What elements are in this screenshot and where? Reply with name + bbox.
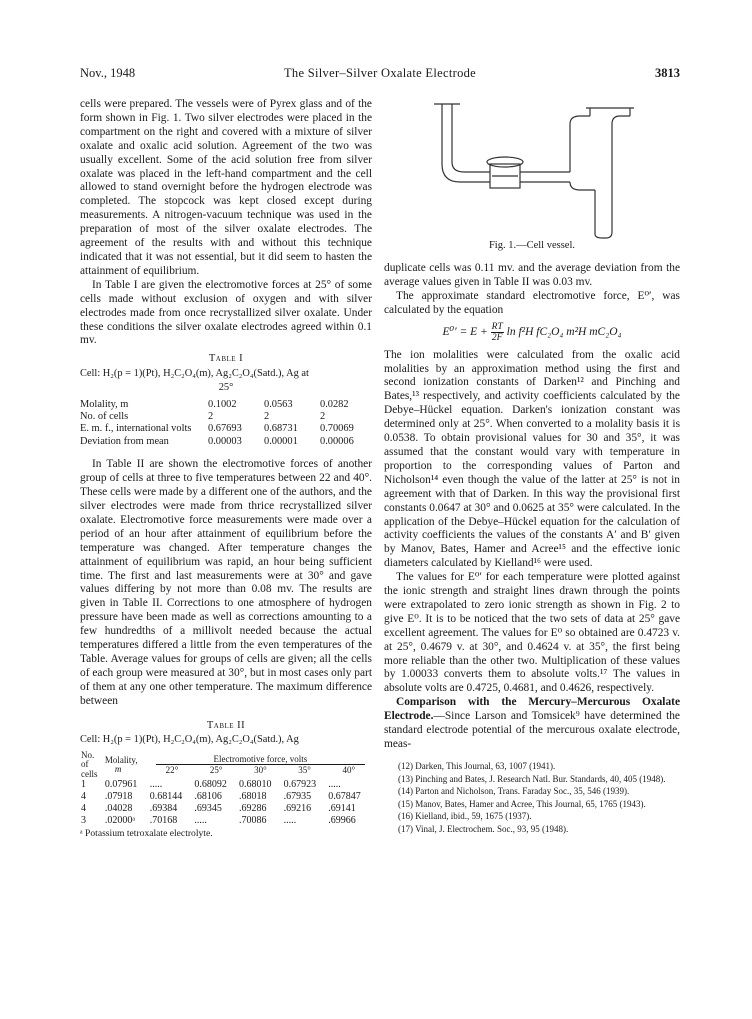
header-m-text: m: [114, 764, 122, 775]
table-row: [80, 436, 372, 448]
header-t30: 30°: [254, 765, 267, 776]
reference-item: (16) Kielland, ibid., 59, 1675 (1937).: [398, 811, 532, 822]
row-label: E. m. f., international volts: [80, 423, 192, 435]
header-cells-text: cells: [81, 768, 98, 779]
table-cell: .69345: [194, 803, 222, 815]
table-cell: .02000ᵃ: [104, 815, 136, 827]
table-cell: 2: [208, 411, 214, 423]
table-1-temperature: 25°: [218, 381, 234, 393]
table-cell: 3: [81, 815, 86, 827]
table-cell: 0.68144: [149, 791, 183, 803]
right-arm-left: [570, 116, 590, 172]
header-date: Nov., 1948: [80, 66, 136, 80]
header-t22: 22°: [165, 765, 179, 776]
right-column: [384, 262, 680, 835]
table-cell: 0.67693: [208, 423, 242, 435]
table-2-footnote: ᵃ Potassium tetroxalate electrolyte.: [80, 828, 213, 840]
table-cell: .04028: [104, 803, 133, 815]
header-t40: 40°: [342, 765, 356, 776]
equation-denominator: 2F: [491, 332, 503, 343]
table-cell: 0.0282: [320, 398, 349, 410]
table-cell: 0.0563: [264, 398, 293, 410]
table-cell: .....: [328, 779, 341, 791]
reference-item: (12) Darken, This Journal, 63, 1007 (1941).: [398, 760, 556, 771]
table-cell: .07918: [104, 791, 133, 803]
reference-item: (15) Manov, Bates, Hamer and Acree, This Journal, 65, 1765 (1943).: [398, 798, 646, 809]
table-cell: .69286: [239, 803, 267, 815]
header-t25: 25°: [209, 765, 223, 776]
table-cell: 0.1002: [208, 398, 237, 410]
equation-lhs: E⁰′ = E +: [442, 325, 488, 338]
table-1-cell: Cell: H₂(p = 1)(Pt), H₂C₂O₄(m), Ag₂C₂O₄(Satd.), Ag at: [80, 368, 309, 380]
table-row: [80, 815, 372, 827]
paragraph: The values for E⁰′ for each temperature were plotted against the ionic strength and straight lines drawn through the points were extrapolated to zero ionic strength as shown in Fig. 2 to give E⁰. It is to be noticed that the two sets of data at 25° gave excellent agreement. The values for E⁰ so obtained are 0.4723 v. at 25°, 0.4679 v. at 30°, and 0.4624 v. at 35°, the first being more reliable than the other two. Multiplication of these values by 1.00033 converts them to absolute volts.¹⁷ The values in absolute volts are 0.4725, 0.4681, and 0.4626, respectively.: [384, 571, 680, 695]
section-heading: Comparison with the Mercury–Mercurous Oxalate Electrode.: [384, 696, 680, 723]
table-row: [80, 779, 372, 791]
table-cell: 0.67847: [328, 791, 361, 803]
paragraph: The ion molalities were calculated from the oxalic acid molalities by an approximation method using the first and second ionization constants of Darken¹² and Pinching and Bates,¹³ respectively, and activity coefficients calculated by the Debye–Hückel equation. Darken's ionization constant was determined only at 25°. When converted to a molality basis it is 0.0538. To obtain provisional values for 30 and 35°, it was assumed that the constant would vary with temperature in proportion to the corresponding values of Parton and Nicholson¹⁴ even though the value of the latter at 25° is not in agreement with that of Darken. In this way the provisional first constants 0.0647 at 30° and 0.0625 at 35° were calculated. In the application of the Debye–Hückel equation for the calculation of activity coefficients the values of the constants A′ and B′ given by Manov, Bates, Hamer and Acree¹⁵ and the effective ionic diameters calculated by Kielland¹⁶ were used.: [384, 348, 680, 570]
page-number: 3813: [655, 66, 680, 80]
row-label: No. of cells: [80, 411, 129, 423]
table-cell: 0.68010: [239, 779, 272, 791]
left-tube: [442, 104, 490, 182]
table-row: [80, 791, 372, 803]
table-cell: 0.07961: [104, 779, 138, 791]
header-no: [80, 751, 104, 780]
table-cell: 0.00006: [320, 435, 354, 447]
cell-vessel-figure: [420, 94, 650, 240]
header-no-text: No.: [81, 749, 95, 760]
equation: [384, 322, 680, 343]
section-text: —Since Larson and Tomsicek⁹ have determined the standard electrode potential of the mercurous oxalate electrode, meas-: [384, 710, 680, 750]
stopcock-top: [487, 157, 523, 167]
table-cell: .68018: [239, 791, 267, 803]
table-cell: 2: [320, 411, 326, 423]
table-cell: .....: [194, 815, 207, 827]
table-cell: .69966: [328, 815, 356, 827]
table-cell: 4: [81, 791, 86, 803]
left-column: [80, 98, 372, 841]
page-header: [80, 66, 680, 82]
paragraph: The approximate standard electromotive force, E⁰′, was calculated by the equation: [384, 289, 680, 316]
equation-numerator: RT: [491, 321, 503, 332]
table-row: [80, 803, 372, 815]
paragraph: In Table I are given the electromotive forces at 25° of some cells made without exclusion of oxygen and with silver electrodes made from once recrystallized silver oxalate. Under these conditions the silver oxalate electrodes agreed within 0.1 mv.: [80, 278, 372, 347]
table-cell: .70168: [149, 815, 178, 827]
running-title: The Silver–Silver Oxalate Electrode: [283, 66, 477, 80]
paragraph: duplicate cells was 0.11 mv. and the average deviation from the average values given in Table II was 0.03 mv.: [384, 262, 680, 288]
reference-item: (14) Parton and Nicholson, Trans. Faraday Soc., 35, 546 (1939).: [398, 786, 630, 797]
table-cell: 0.70069: [320, 423, 354, 435]
table-2: [80, 751, 372, 828]
header-molality: [104, 751, 149, 780]
table-cell: .69216: [283, 803, 312, 815]
table-cell: .69384: [149, 803, 178, 815]
table-cell: 2: [264, 411, 270, 423]
figure-caption: Fig. 1.—Cell vessel.: [488, 240, 576, 251]
section-paragraph: [384, 696, 680, 752]
table-cell: 4: [81, 803, 86, 815]
table-row: [80, 423, 372, 435]
right-bottom: [570, 182, 595, 190]
table-cell: .67935: [283, 791, 312, 803]
table-cell: 0.68092: [194, 779, 227, 791]
header-t35: 35°: [298, 765, 311, 776]
table-cell: .68106: [194, 791, 222, 803]
table-cell: 0.00001: [264, 435, 298, 447]
header-of-text: of: [81, 759, 89, 770]
table-2-title: Table II: [206, 719, 246, 731]
table-cell: .....: [283, 815, 297, 827]
table-cell: 0.68731: [264, 423, 298, 435]
table-1-title: Table I: [208, 353, 244, 365]
table-cell: .69141: [328, 803, 356, 815]
table-cell: 0.67923: [283, 779, 317, 791]
right-top: [586, 108, 634, 116]
equation-rhs: ln f²H fC₂O₄ m²H mC₂O₄: [506, 325, 622, 338]
left-tube-inner: [452, 104, 490, 172]
row-label: Deviation from mean: [80, 435, 169, 447]
header-emf: [149, 751, 372, 780]
header-molality-text: Molality,: [104, 754, 138, 765]
reference-item: (17) Vinal, J. Electrochem. Soc., 93, 95 (1948).: [398, 823, 569, 834]
table-cell: .....: [149, 779, 163, 791]
right-vessel: [595, 116, 630, 238]
table-cell: 0.00003: [208, 435, 242, 447]
table-cell: 1: [81, 779, 86, 791]
table-header-row: [80, 751, 372, 780]
header-emf-text: Electromotive force, volts: [156, 755, 365, 766]
cell-vessel-drawing: [420, 94, 650, 240]
paragraph: In Table II are shown the electromotive forces of another group of cells at three to five temperatures between 22 and 40°. These cells were made by a different one of the authors, and the silver electrodes were made from thrice recrystallized silver oxalate. Electromotive force measurements were made over a period of an hour after attainment of equilibrium before the temperature was changed. After temperature changes the attainment of equilibrium was rapid, an hour being sufficient time. The first and last measurements were at 30° and gave values differing by not more than 0.08 mv. The results are given in Table II. Corrections to one atmosphere of hydrogen pressure have been made as well as corrections amounting to a few hundredths of a millivolt needed because the actual temperatures differed a little from the even temperatures of the Table. Average values for groups of cells are given; all the cells of each group were measured at 30°, but in most cases only part of them at any one other temperature. The maximum difference between: [80, 458, 372, 707]
table-row: [80, 411, 372, 423]
reference-item: (13) Pinching and Bates, J. Research Natl. Bur. Standards, 40, 405 (1948).: [398, 773, 666, 784]
table-2-cell: Cell: H₂(p = 1)(Pt), H₂C₂O₄(m), Ag₂C₂O₄(Satd.), Ag: [80, 734, 299, 746]
row-label: Molality, m: [80, 398, 129, 410]
table-row: [80, 399, 372, 411]
equation-fraction: [491, 322, 504, 343]
table-1: [80, 399, 372, 449]
references: [384, 760, 680, 836]
paragraph: cells were prepared. The vessels were of Pyrex glass and of the form shown in Fig. 1. Two silver electrodes were placed in the compartment on the right and covered with a mixture of silver oxalate and oxalic acid solution. Agreement of the two was usually excellent. Some of the acid solution free from silver oxalate was placed in the left-hand compartment and the cell allowed to stand overnight before the hydrogen electrode was completed. The stopcock was kept closed except during measurements. A nitrogen-vacuum technique was used in the preparation of most of the silver oxalate electrodes. The agreement of the results with and without this technique indicated that it was not essential, but it did seem to hasten the attainment of equilibrium.: [80, 98, 372, 277]
table-cell: .70086: [239, 815, 267, 827]
